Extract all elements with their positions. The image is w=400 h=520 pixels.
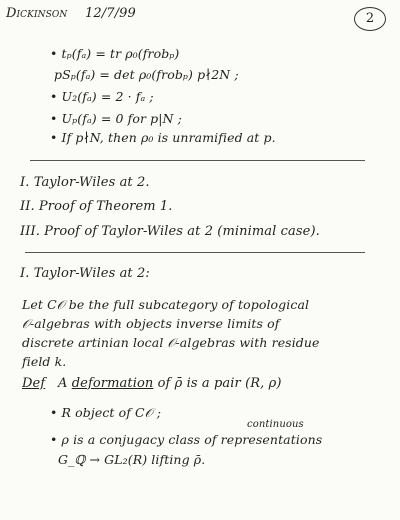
outline-item: I. Taylor-Wiles at 2. bbox=[20, 175, 150, 190]
note-date: 12/7/99 bbox=[85, 6, 136, 21]
bullet-line: • If p∤N, then ρ₀ is unramified at p. bbox=[50, 130, 276, 145]
definition-item: G_ℚ → GL₂(R) lifting ρ̄. bbox=[58, 452, 206, 467]
bullet-line: • Uₚ(fₐ) = 0 for p|N ; bbox=[50, 111, 182, 126]
paragraph-line: Let C𝒪 be the full subcategory of topological bbox=[22, 297, 310, 312]
paragraph-line: 𝒪-algebras with objects inverse limits of bbox=[22, 316, 280, 331]
definition-item: • ρ is a conjugacy class of representations bbox=[50, 432, 323, 447]
definition-term: deformation bbox=[71, 376, 154, 391]
definition-text bbox=[58, 376, 282, 391]
paragraph-line: field k. bbox=[22, 354, 67, 369]
outline-item: II. Proof of Theorem 1. bbox=[20, 199, 173, 214]
bullet-line: • U₂(fₐ) = 2 · fₐ ; bbox=[50, 89, 154, 104]
definition-post: of ρ̄ is a pair (R, ρ) bbox=[157, 376, 282, 391]
author-name: Dickinson bbox=[6, 6, 68, 21]
bullet-line: • tₚ(fₐ) = tr ρ₀(frobₚ) bbox=[50, 46, 180, 61]
divider-line bbox=[25, 252, 365, 253]
outline-item: III. Proof of Taylor-Wiles at 2 (minimal case). bbox=[20, 224, 320, 239]
bullet-line: pSₚ(fₐ) = det ρ₀(frobₚ) p∤2N ; bbox=[54, 67, 239, 82]
section-heading: I. Taylor-Wiles at 2: bbox=[20, 266, 150, 281]
definition-pre: A bbox=[58, 376, 68, 391]
page-number-circle: 2 bbox=[354, 7, 386, 31]
margin-annotation: continuous bbox=[247, 419, 304, 430]
paragraph-line: discrete artinian local 𝒪-algebras with residue bbox=[22, 335, 320, 350]
definition-label: Def bbox=[22, 376, 46, 391]
definition-item: • R object of C𝒪 ; bbox=[50, 405, 162, 420]
divider-line bbox=[30, 160, 365, 161]
